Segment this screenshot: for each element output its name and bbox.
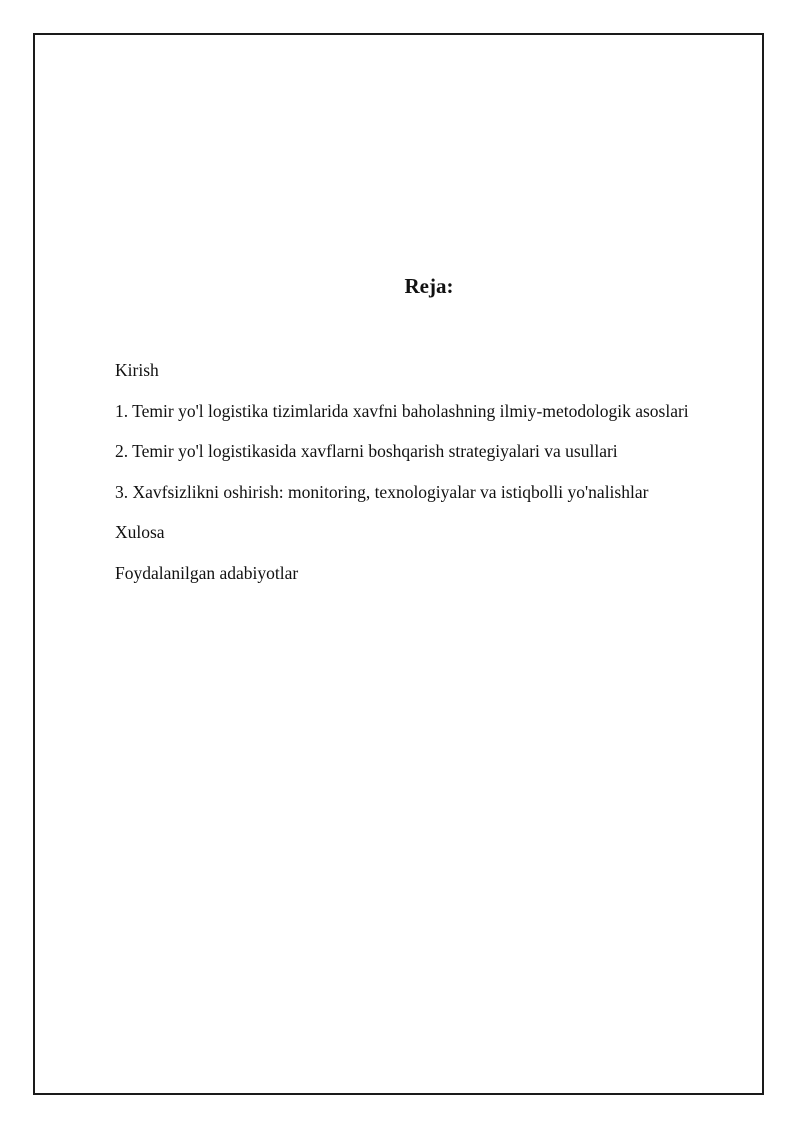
toc-item-introduction: Kirish [115,360,159,380]
toc-item-references: Foydalanilgan adabiyotlar [115,562,299,583]
page-title: Reja: [404,274,454,298]
toc-item-chapter-2: 2. Temir yo'l logistikasida xavflarni boshqarish strategiyalari va usullari [115,441,618,461]
table-of-contents [115,350,689,593]
toc-item-conclusion: Xulosa [115,522,165,542]
toc-item-chapter-3: 3. Xavfsizlikni oshirish: monitoring, texnologiyalar va istiqbolli yo'nalishlar [115,481,649,502]
toc-item-chapter-1: 1. Temir yo'l logistika tizimlarida xavfni baholashning ilmiy-metodologik asoslari [115,400,689,421]
